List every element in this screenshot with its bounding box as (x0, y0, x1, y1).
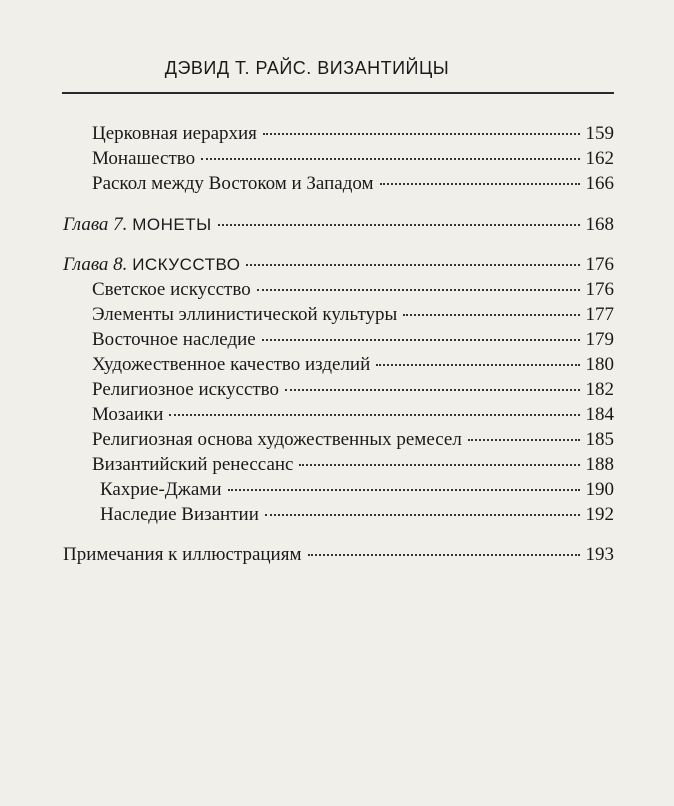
header-rule (62, 92, 614, 94)
toc-page-number: 185 (585, 429, 614, 450)
leader-dots (257, 289, 580, 291)
toc-entry (92, 353, 614, 377)
chapter-title: МОНЕТЫ (132, 215, 212, 234)
toc-entry (63, 543, 614, 567)
leader-dots (376, 364, 579, 366)
toc-entry-title: Элементы эллинистической культуры (92, 304, 398, 325)
leader-dots (468, 439, 580, 441)
leader-dots (299, 464, 579, 466)
leader-dots (246, 264, 579, 266)
toc-entry-title: Восточное наследие (92, 329, 256, 350)
leader-dots (308, 554, 580, 556)
toc-page-number: 180 (585, 354, 614, 375)
chapter-number: Глава 8. (63, 254, 128, 275)
chapter-title: ИСКУССТВО (132, 255, 241, 274)
toc-page-number: 184 (585, 404, 614, 425)
toc-entry (92, 278, 614, 302)
toc-entry-title: Религиозное искусство (92, 379, 280, 400)
toc-entry-title: Религиозная основа художественных ремесел (92, 429, 462, 450)
toc-page-number: 176 (585, 279, 614, 300)
toc-entry-title: Раскол между Востоком и Западом (92, 173, 374, 194)
toc-page-number: 182 (585, 379, 614, 400)
leader-dots (285, 389, 579, 391)
toc-page-number: 176 (585, 254, 614, 275)
toc-page-number: 179 (585, 329, 614, 350)
toc-entry (92, 403, 614, 427)
leader-dots (218, 224, 580, 226)
toc-entry-title: Церковная иерархия (92, 123, 257, 144)
toc-entry-title: Наследие Византии (100, 504, 259, 525)
toc-page-number: 159 (585, 123, 614, 144)
chapter-number: Глава 7. (63, 214, 128, 235)
leader-dots (201, 158, 579, 160)
toc-chapter (63, 213, 614, 237)
leader-dots (263, 133, 580, 135)
toc-page-number: 168 (585, 214, 614, 235)
toc-entry-title: Мозаики (92, 404, 164, 425)
toc-entry (100, 503, 614, 527)
toc-entry-title: Монашество (92, 148, 196, 169)
toc-page-number: 193 (585, 544, 614, 565)
toc-entry-title: Художественное качество изделий (92, 354, 371, 375)
toc-page-number: 192 (585, 504, 614, 525)
leader-dots (380, 183, 580, 185)
toc-entry-title: Светское искусство (92, 279, 251, 300)
toc-entry (92, 328, 614, 352)
toc-entry (92, 122, 614, 146)
toc-entry-title: Примечания к иллюстрациям (63, 544, 302, 565)
leader-dots (265, 514, 580, 516)
toc-page-number: 190 (585, 479, 614, 500)
toc-entry (92, 172, 614, 196)
leader-dots (262, 339, 580, 341)
toc-page-number: 177 (585, 304, 614, 325)
toc-page-number: 188 (585, 454, 614, 475)
toc-page-number: 166 (585, 173, 614, 194)
toc-entry (100, 478, 614, 502)
toc-entry (92, 378, 614, 402)
toc-entry (92, 303, 614, 327)
leader-dots (403, 314, 579, 316)
running-header: ДЭВИД Т. РАЙС. ВИЗАНТИЙЦЫ (164, 58, 450, 78)
toc-entry (92, 453, 614, 477)
leader-dots (169, 414, 579, 416)
toc-page-number: 162 (585, 148, 614, 169)
toc-entry (92, 147, 614, 171)
toc-entry (92, 428, 614, 452)
toc-entry-title: Византийский ренессанс (92, 454, 294, 475)
toc-chapter (63, 253, 614, 277)
leader-dots (228, 489, 580, 491)
toc-entry-title: Кахрие-Джами (100, 479, 222, 500)
